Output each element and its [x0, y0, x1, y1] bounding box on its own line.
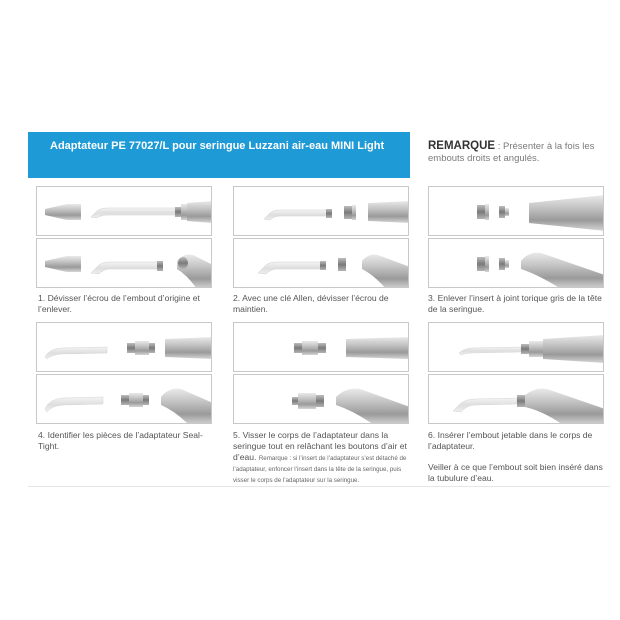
- step3-image-angled: [428, 238, 604, 288]
- step2-text: Avec une clé Allen, dévisser l’écrou de maintien.: [233, 293, 389, 314]
- step5-number: 5.: [233, 430, 241, 440]
- step4-caption: [38, 430, 218, 452]
- step1-text: Dévisser l’écrou de l’embout d’origine et l’enlever.: [38, 293, 200, 314]
- step1-number: 1.: [38, 293, 46, 303]
- step5-image-angled: [233, 374, 409, 424]
- step5-image-straight: [233, 322, 409, 372]
- step5-caption: [233, 430, 413, 485]
- step3-text: Enlever l’insert à joint torique gris de la tête de la seringue.: [428, 293, 602, 314]
- remark-label: REMARQUE: [428, 140, 496, 152]
- step5-note: Remarque : si l’insert de l’adaptateur s’est détaché de l’adaptateur, enfoncer l’insert dans la tête de la seringue, puis visser le corps de l’adaptateur sur la seringue.: [233, 455, 407, 484]
- step3-number: 3.: [428, 293, 436, 303]
- step4-number: 4.: [38, 430, 46, 440]
- remark-text: : Présenter à la fois les embouts droits et angulés.: [428, 141, 595, 164]
- step2-caption: [233, 293, 413, 315]
- step1-caption: [38, 293, 218, 315]
- step6-caption: [428, 430, 608, 484]
- step6-number: 6.: [428, 430, 436, 440]
- step1-image-straight: [36, 186, 212, 236]
- step6-image-angled: [428, 374, 604, 424]
- step3-caption: [428, 293, 608, 315]
- step4-image-straight: [36, 322, 212, 372]
- step1-image-angled: [36, 238, 212, 288]
- bottom-divider: [28, 486, 610, 487]
- header-bar: [28, 132, 410, 178]
- step4-text: Identifier les pièces de l’adaptateur Seal-Tight.: [38, 430, 203, 451]
- document-title: Adaptateur PE 77027/L pour seringue Luzzani air-eau MINI Light: [50, 140, 385, 152]
- step2-number: 2.: [233, 293, 241, 303]
- step6-text: Insérer l’embout jetable dans le corps de l’adaptateur.: [428, 430, 593, 451]
- step3-image-straight: [428, 186, 604, 236]
- step2-image-straight: [233, 186, 409, 236]
- step2-image-angled: [233, 238, 409, 288]
- step5-text: Visser le corps de l’adaptateur dans la seringue tout en relâchant les boutons d’air et d’eau.: [233, 430, 407, 462]
- step6-image-straight: [428, 322, 604, 372]
- remark-note: [428, 140, 608, 165]
- step6-extra-text: Veiller à ce que l’embout soit bien inséré dans la tubulure d’eau.: [428, 462, 603, 483]
- step4-image-angled: [36, 374, 212, 424]
